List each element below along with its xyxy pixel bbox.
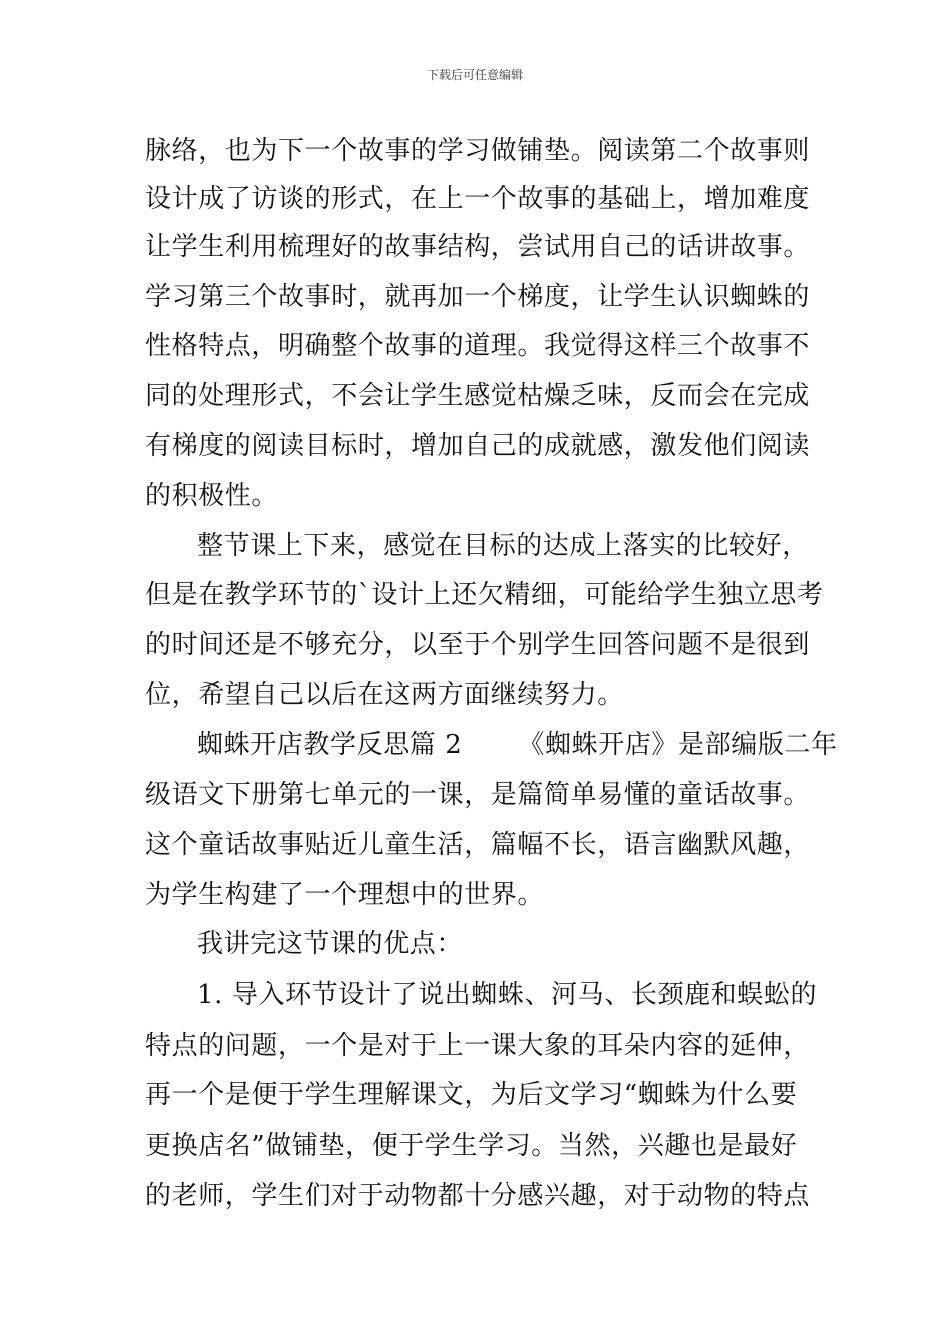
text-line: 为学生构建了一个理想中的世界。 bbox=[145, 880, 545, 910]
text-line: 再一个是便于学生理解课文，为后文学习“蜘蛛为什么要 bbox=[145, 1080, 798, 1110]
text-line: 设计成了访谈的形式，在上一个故事的基础上，增加难度 bbox=[145, 184, 811, 214]
text-line: 我讲完这节课的优点： bbox=[197, 929, 464, 959]
text-line: 的时间还是不够充分，以至于个别学生回答问题不是很到 bbox=[145, 630, 811, 660]
text-line: 学习第三个故事时，就再加一个梯度，让学生认识蜘蛛的 bbox=[145, 282, 811, 312]
text-line: 整节课上下来，感觉在目标的达成上落实的比较好， bbox=[197, 531, 809, 561]
text-line: 这个童话故事贴近儿童生活，篇幅不长，语言幽默风趣， bbox=[145, 830, 811, 860]
text-line: 更换店名”做铺垫，便于学生学习。当然，兴趣也是最好 bbox=[145, 1131, 798, 1161]
text-line: 性格特点，明确整个故事的道理。我觉得这样三个故事不 bbox=[145, 331, 811, 361]
text-line: 级语文下册第七单元的一课，是篇简单易懂的童话故事。 bbox=[145, 780, 811, 810]
text-line: 同的处理形式，不会让学生感觉枯燥乏味，反而会在完成 bbox=[145, 381, 811, 411]
text-line: 的老师，学生们对于动物都十分感兴趣，对于动物的特点 bbox=[145, 1181, 811, 1211]
text-line bbox=[197, 730, 838, 760]
text-line: 的积极性。 bbox=[145, 481, 279, 511]
text-line: 让学生利用梳理好的故事结构，尝试用自己的话讲故事。 bbox=[145, 232, 811, 262]
text-span: 《蜘蛛开店》是部编版二年 bbox=[518, 730, 838, 760]
page-header: 下载后可任意编辑 bbox=[426, 68, 523, 82]
section-title: 蜘蛛开店教学反思篇 2 bbox=[197, 730, 463, 760]
text-line: 1. 导入环节设计了说出蜘蛛、河马、长颈鹿和蜈蚣的 bbox=[197, 980, 818, 1010]
text-line: 特点的问题，一个是对于上一课大象的耳朵内容的延伸， bbox=[145, 1031, 811, 1061]
text-line: 但是在教学环节的`设计上还欠精细，可能给学生独立思考 bbox=[145, 580, 824, 610]
text-line: 位，希望自己以后在这两方面继续努力。 bbox=[145, 680, 624, 710]
text-line: 脉络，也为下一个故事的学习做铺垫。阅读第二个故事则 bbox=[145, 136, 811, 166]
text-line: 有梯度的阅读目标时，增加自己的成就感，激发他们阅读 bbox=[145, 431, 811, 461]
